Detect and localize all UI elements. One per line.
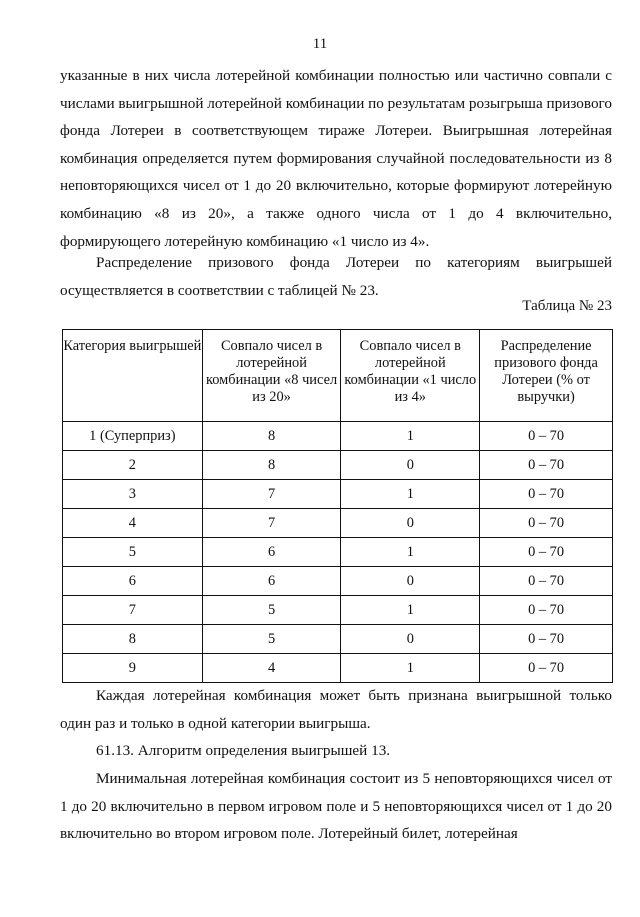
table-row <box>63 654 613 683</box>
header-matched-8-of-20: Совпало чисел в лотерейной комбинации «8 чисел из 20» <box>202 330 341 422</box>
cell-category: 6 <box>63 567 203 596</box>
cell-matched-8-of-20: 5 <box>202 596 341 625</box>
cell-category: 3 <box>63 480 203 509</box>
cell-prize-share: 0 – 70 <box>480 451 613 480</box>
cell-matched-1-of-4: 0 <box>341 451 480 480</box>
cell-category: 9 <box>63 654 203 683</box>
cell-matched-1-of-4: 0 <box>341 625 480 654</box>
cell-matched-8-of-20: 8 <box>202 451 341 480</box>
table-row <box>63 596 613 625</box>
table-row <box>63 625 613 654</box>
table-row <box>63 422 613 451</box>
cell-prize-share: 0 – 70 <box>480 509 613 538</box>
table-header-row <box>63 330 613 422</box>
cell-category: 1 (Суперприз) <box>63 422 203 451</box>
cell-prize-share: 0 – 70 <box>480 538 613 567</box>
table-row <box>63 567 613 596</box>
cell-category: 7 <box>63 596 203 625</box>
cell-matched-1-of-4: 1 <box>341 596 480 625</box>
table-caption: Таблица № 23 <box>522 298 612 314</box>
table-row <box>63 480 613 509</box>
cell-prize-share: 0 – 70 <box>480 480 613 509</box>
cell-prize-share: 0 – 70 <box>480 654 613 683</box>
cell-matched-1-of-4: 1 <box>341 480 480 509</box>
cell-matched-1-of-4: 0 <box>341 509 480 538</box>
paragraph-minimal-combination: Минимальная лотерейная комбинация состоит из 5 неповторяющихся чисел от 1 до 20 включительно в первом игровом поле и 5 неповторяющихся чисел от 1 до 20 включительно во втором игровом поле. Лотерейный билет, лотерейная <box>60 770 612 843</box>
cell-matched-8-of-20: 7 <box>202 480 341 509</box>
header-category: Категория выигрышей <box>63 330 203 422</box>
cell-prize-share: 0 – 70 <box>480 625 613 654</box>
cell-prize-share: 0 – 70 <box>480 422 613 451</box>
cell-category: 4 <box>63 509 203 538</box>
section-heading-algorithm-13: 61.13. Алгоритм определения выигрышей 13. <box>96 742 391 759</box>
cell-prize-share: 0 – 70 <box>480 567 613 596</box>
prize-distribution-table <box>62 329 613 683</box>
table-row <box>63 451 613 480</box>
cell-matched-8-of-20: 6 <box>202 538 341 567</box>
header-matched-1-of-4: Совпало чисел в лотерейной комбинации «1 число из 4» <box>341 330 480 422</box>
table-body <box>63 422 613 683</box>
table-row <box>63 538 613 567</box>
cell-matched-8-of-20: 5 <box>202 625 341 654</box>
cell-matched-1-of-4: 1 <box>341 538 480 567</box>
paragraph-single-category-rule: Каждая лотерейная комбинация может быть признана выигрышной только один раз и только в одной категории выигрыша. <box>60 687 612 732</box>
header-prize-distribution: Распределение призового фонда Лотереи (% от выручки) <box>480 330 613 422</box>
cell-prize-share: 0 – 70 <box>480 596 613 625</box>
cell-matched-8-of-20: 7 <box>202 509 341 538</box>
cell-matched-8-of-20: 4 <box>202 654 341 683</box>
cell-category: 8 <box>63 625 203 654</box>
cell-category: 2 <box>63 451 203 480</box>
page-number: 11 <box>312 36 328 52</box>
paragraph-distribution: Распределение призового фонда Лотереи по категориям выигрышей осуществляется в соответствии с таблицей № 23. <box>60 254 612 299</box>
paragraph-winning-combination: указанные в них числа лотерейной комбинации полностью или частично совпали с числами выигрышной лотерейной комбинации по результатам розыгрыша призового фонда Лотереи в соответствующем тираже Лотереи. Выигрышная лотерейная комбинация определяется путем формирования случайной последовательности из 8 неповторяющихся чисел от 1 до 20 включительно, которые формируют лотерейную комбинацию «8 из 20», а также одного числа от 1 до 4 включительно, формирующего лотерейную комбинацию «1 число из 4». <box>60 67 612 250</box>
cell-category: 5 <box>63 538 203 567</box>
cell-matched-1-of-4: 1 <box>341 654 480 683</box>
cell-matched-8-of-20: 8 <box>202 422 341 451</box>
table-row <box>63 509 613 538</box>
cell-matched-8-of-20: 6 <box>202 567 341 596</box>
cell-matched-1-of-4: 1 <box>341 422 480 451</box>
cell-matched-1-of-4: 0 <box>341 567 480 596</box>
